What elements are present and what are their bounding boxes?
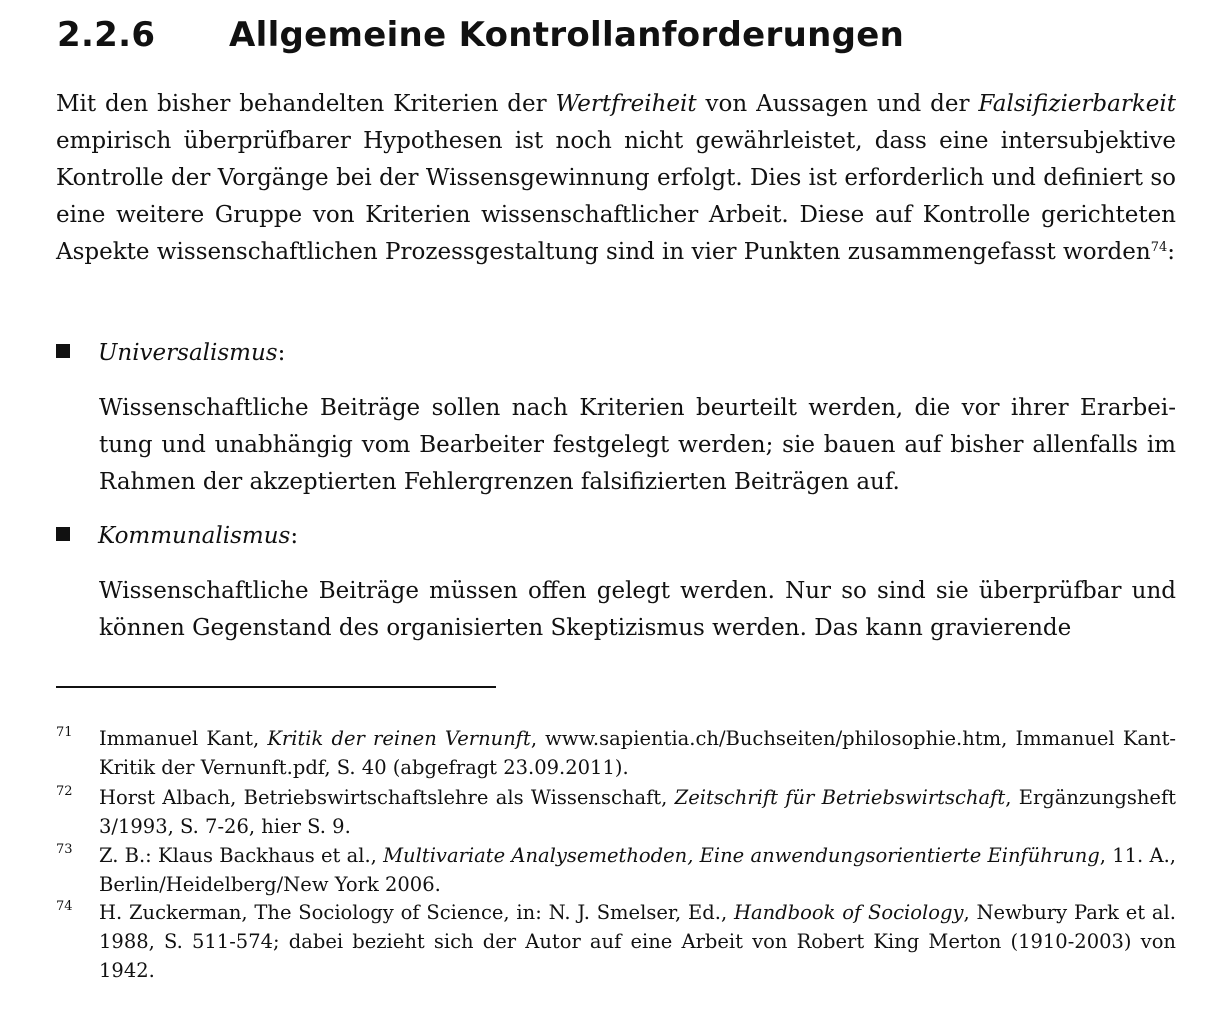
footnote-text-pre: H. Zuckerman, The Sociology of Science, in: N. J. Smelser, Ed., (99, 901, 734, 924)
footnote-number: 73 (56, 842, 73, 857)
section-title: Allgemeine Kontrollanforderungen (229, 15, 905, 55)
footnote-title: Handbook of Sociology (733, 901, 964, 924)
footnote-74 (56, 898, 1176, 985)
bullet-item-kommunalismus (56, 518, 298, 555)
intro-text-1: Mit den bisher behandelten Kriterien der (56, 91, 556, 117)
footnote-number: 71 (56, 725, 73, 740)
intro-term-wertfreiheit: Wertfreiheit (555, 91, 697, 117)
footnote-text (99, 841, 1176, 899)
section-number: 2.2.6 (57, 15, 156, 55)
footnote-text-pre: Z. B.: Klaus Backhaus et al., (99, 844, 384, 867)
bullet-description: Wissenschaftliche Beiträge sollen nach Kriterien beurteilt werden, die vor ihrer Erarbeitung und unabhängig vom Bearbeiter festgelegt werden; sie bauen auf bisher allenfalls im Rahmen der akzeptierten Fehlergrenzen falsifizierten Beiträgen auf. (99, 395, 1176, 495)
footnote-text-post: , 11. A., Berlin/Heidelberg/New York 2006. (99, 844, 1176, 896)
intro-term-falsifizierbarkeit: Falsifizierbarkeit (978, 91, 1176, 117)
intro-text-2: von Aussagen und der (696, 91, 979, 117)
square-bullet-icon (56, 344, 70, 358)
footnote-73 (56, 841, 1176, 899)
footnote-title: Kritik der reinen Vernunft (267, 727, 531, 750)
footnote-text (99, 724, 1176, 782)
square-bullet-icon (56, 527, 70, 541)
footnote-text-post: , Newbury Park et al. 1988, S. 511-574; dabei bezieht sich der Autor auf eine Arbeit von Robert King Merton (1910-2003) von 1942. (99, 901, 1176, 982)
footnote-text-post: , Ergänzungsheft 3/1993, S. 7-26, hier S. 9. (99, 786, 1176, 838)
footnote-separator (56, 686, 496, 688)
footnote-number: 72 (56, 784, 73, 799)
bullet-colon: : (277, 340, 286, 366)
footnote-text-post: , www.sapientia.ch/Buchseiten/philosophie.htm, Immanuel Kant-Kritik der Vernunft.pdf, S. 40 (abgefragt 23.09.2011). (99, 727, 1176, 779)
footnote-reference[interactable]: 74 (1150, 240, 1168, 255)
bullet-term: Kommunalismus (98, 523, 291, 549)
footnote-71 (56, 724, 1176, 782)
footnote-text-pre: Immanuel Kant, (99, 727, 268, 750)
intro-paragraph (56, 86, 1176, 271)
intro-text-4: : (1167, 239, 1175, 265)
footnote-title: Multivariate Analysemethoden, Eine anwendungsorientierte Einführung (383, 844, 1100, 867)
footnote-text (99, 898, 1176, 985)
footnote-number: 74 (56, 899, 73, 914)
bullet-term: Universalismus (98, 340, 278, 366)
bullet-description: Wissenschaftliche Beiträge müssen offen gelegt werden. Nur so sind sie überprüfbar und können Gegenstand des organisierten Skeptizismus werden. Das kann gravierende (99, 578, 1176, 641)
footnote-title: Zeitschrift für Betriebswirtschaft (674, 786, 1006, 809)
intro-text-3: empirisch überprüfbarer Hypothesen ist noch nicht gewährleistet, dass eine intersubjektive Kontrolle der Vorgänge bei der Wissensgewinnung erfolgt. Dies ist erforderlich und definiert so eine weitere Gruppe von Kriterien wissenschaftlicher Arbeit. Diese auf Kontrolle gerichteten Aspekte wissenschaftlichen Prozessgestaltung sind in vier Punkten zusammengefasst worden (56, 128, 1176, 265)
section-heading (57, 12, 904, 58)
bullet-colon: : (290, 523, 299, 549)
footnote-72 (56, 783, 1176, 841)
bullet-item-universalismus (56, 335, 285, 372)
footnote-text (99, 783, 1176, 841)
footnote-text-pre: Horst Albach, Betriebswirtschaftslehre als Wissenschaft, (99, 786, 675, 809)
